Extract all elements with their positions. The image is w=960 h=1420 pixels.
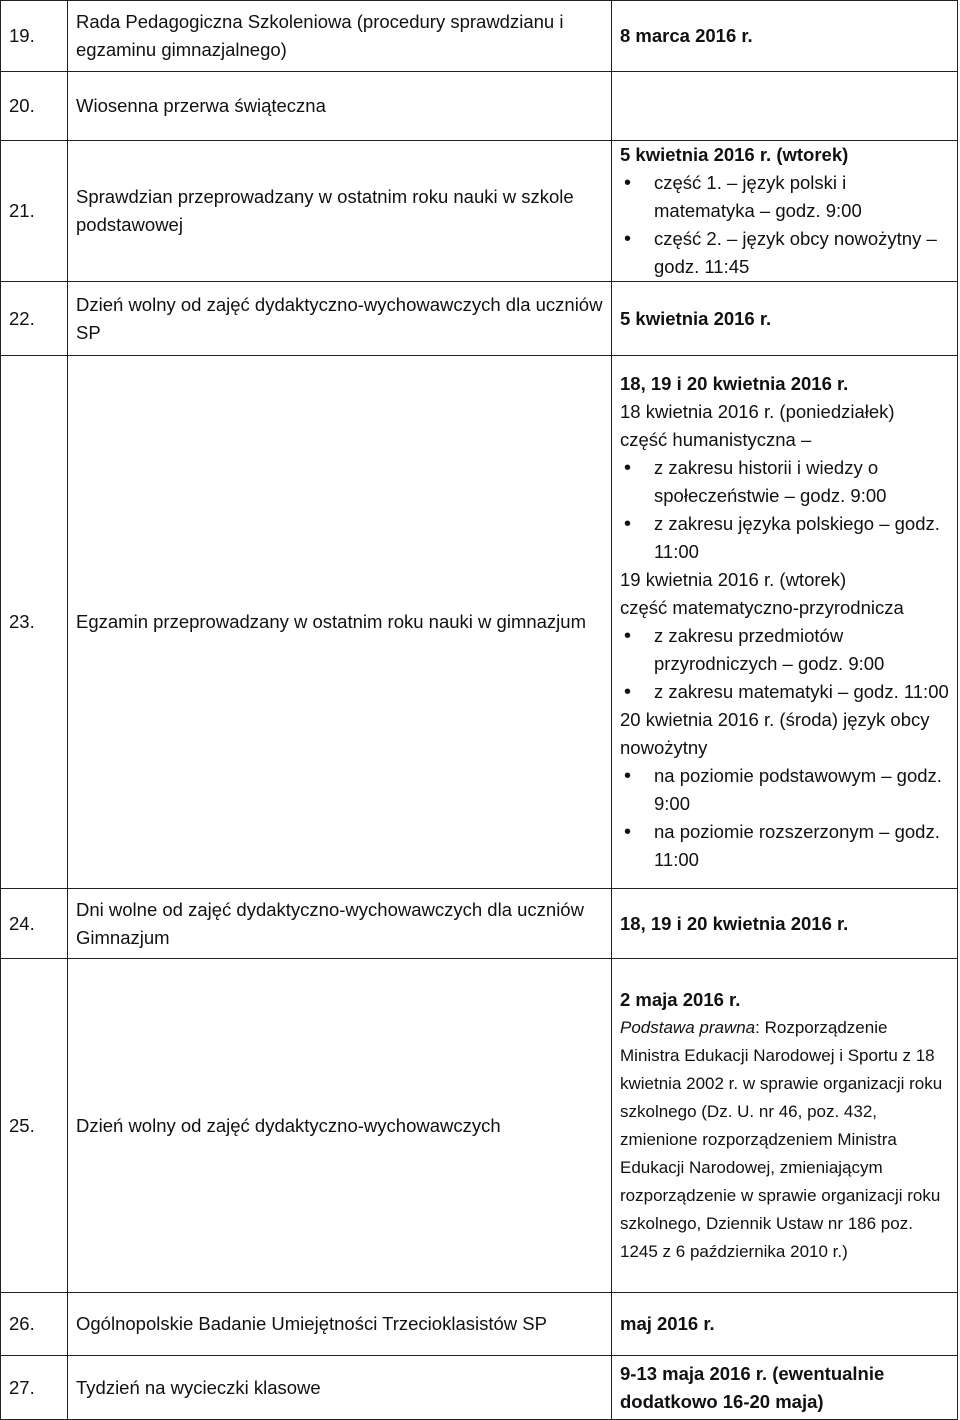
event-cell: Dni wolne od zajęć dydaktyczno-wychowawczych dla uczniów Gimnazjum — [68, 889, 612, 959]
table-row — [1, 356, 958, 889]
date-cell — [612, 141, 958, 282]
date-cell: 9-13 maja 2016 r. (ewentualnie dodatkowo 16-20 maja) — [612, 1356, 958, 1420]
date-heading: 5 kwietnia 2016 r. (wtorek) — [620, 144, 849, 165]
part-label: część matematyczno-przyrodnicza — [620, 597, 904, 618]
day-label: 19 kwietnia 2016 r. (wtorek) — [620, 569, 847, 590]
list-item: • część 1. – język polski i matematyka – godz. 9:00 — [620, 169, 949, 225]
date-cell — [612, 959, 958, 1293]
row-number: 23. — [1, 356, 68, 889]
event-cell: Ogólnopolskie Badanie Umiejętności Trzecioklasistów SP — [68, 1293, 612, 1356]
legal-basis — [620, 1014, 949, 1266]
legal-basis-label: Podstawa prawna — [620, 1017, 756, 1037]
event-cell: Wiosenna przerwa świąteczna — [68, 72, 612, 141]
list-item: • z zakresu przedmiotów przyrodniczych – godz. 9:00 — [620, 622, 949, 678]
table-row — [1, 959, 958, 1293]
list-item: • z zakresu historii i wiedzy o społeczeństwie – godz. 9:00 — [620, 454, 949, 510]
list-item: • z zakresu matematyki – godz. 11:00 — [620, 678, 949, 706]
list-item: • na poziomie podstawowym – godz. 9:00 — [620, 762, 949, 818]
part-label: część humanistyczna – — [620, 429, 812, 450]
list-item: • na poziomie rozszerzonym – godz. 11:00 — [620, 818, 949, 874]
row-number: 20. — [1, 72, 68, 141]
exam-parts-list — [620, 169, 949, 281]
date-cell: 5 kwietnia 2016 r. — [612, 282, 958, 356]
event-cell: Sprawdzian przeprowadzany w ostatnim roku nauki w szkole podstawowej — [68, 141, 612, 282]
table-row — [1, 1, 958, 72]
row-number: 25. — [1, 959, 68, 1293]
event-cell: Tydzień na wycieczki klasowe — [68, 1356, 612, 1420]
day-label: 18 kwietnia 2016 r. (poniedziałek) — [620, 401, 895, 422]
row-number: 27. — [1, 1356, 68, 1420]
row-number: 26. — [1, 1293, 68, 1356]
date-cell — [612, 356, 958, 889]
row-number: 24. — [1, 889, 68, 959]
event-cell: Egzamin przeprowadzany w ostatnim roku nauki w gimnazjum — [68, 356, 612, 889]
date-cell-empty — [612, 72, 958, 141]
table-row — [1, 1356, 958, 1420]
table-row — [1, 1293, 958, 1356]
date-cell: 8 marca 2016 r. — [612, 1, 958, 72]
exam-parts-list — [620, 762, 949, 874]
date-heading: 18, 19 i 20 kwietnia 2016 r. — [620, 373, 849, 394]
row-number: 21. — [1, 141, 68, 282]
list-item: • z zakresu języka polskiego – godz. 11:00 — [620, 510, 949, 566]
legal-basis-text: : Rozporządzenie Ministra Edukacji Narodowej i Sportu z 18 kwietnia 2002 r. w sprawie organizacji roku szkolnego (Dz. U. nr 46, poz. 432, zmienione rozporządzeniem Ministra Edukacji Narodowej, zmieniającym rozporządzenie w sprawie organizacji roku szkolnego, Dziennik Ustaw nr 186 poz. 1245 z 6 października 2010 r.) — [620, 1017, 943, 1261]
date-cell: 18, 19 i 20 kwietnia 2016 r. — [612, 889, 958, 959]
table-row — [1, 282, 958, 356]
day-label: 20 kwietnia 2016 r. (środa) język obcy nowożytny — [620, 709, 930, 758]
exam-parts-list — [620, 622, 949, 706]
event-cell: Rada Pedagogiczna Szkoleniowa (procedury sprawdzianu i egzaminu gimnazjalnego) — [68, 1, 612, 72]
exam-parts-list — [620, 454, 949, 566]
list-item: • część 2. – język obcy nowożytny – godz. 11:45 — [620, 225, 949, 281]
row-number: 22. — [1, 282, 68, 356]
table-row — [1, 141, 958, 282]
event-cell: Dzień wolny od zajęć dydaktyczno-wychowawczych dla uczniów SP — [68, 282, 612, 356]
table-row — [1, 889, 958, 959]
table-row — [1, 72, 958, 141]
date-heading: 2 maja 2016 r. — [620, 988, 741, 1010]
event-cell: Dzień wolny od zajęć dydaktyczno-wychowawczych — [68, 959, 612, 1293]
date-cell: maj 2016 r. — [612, 1293, 958, 1356]
row-number: 19. — [1, 1, 68, 72]
